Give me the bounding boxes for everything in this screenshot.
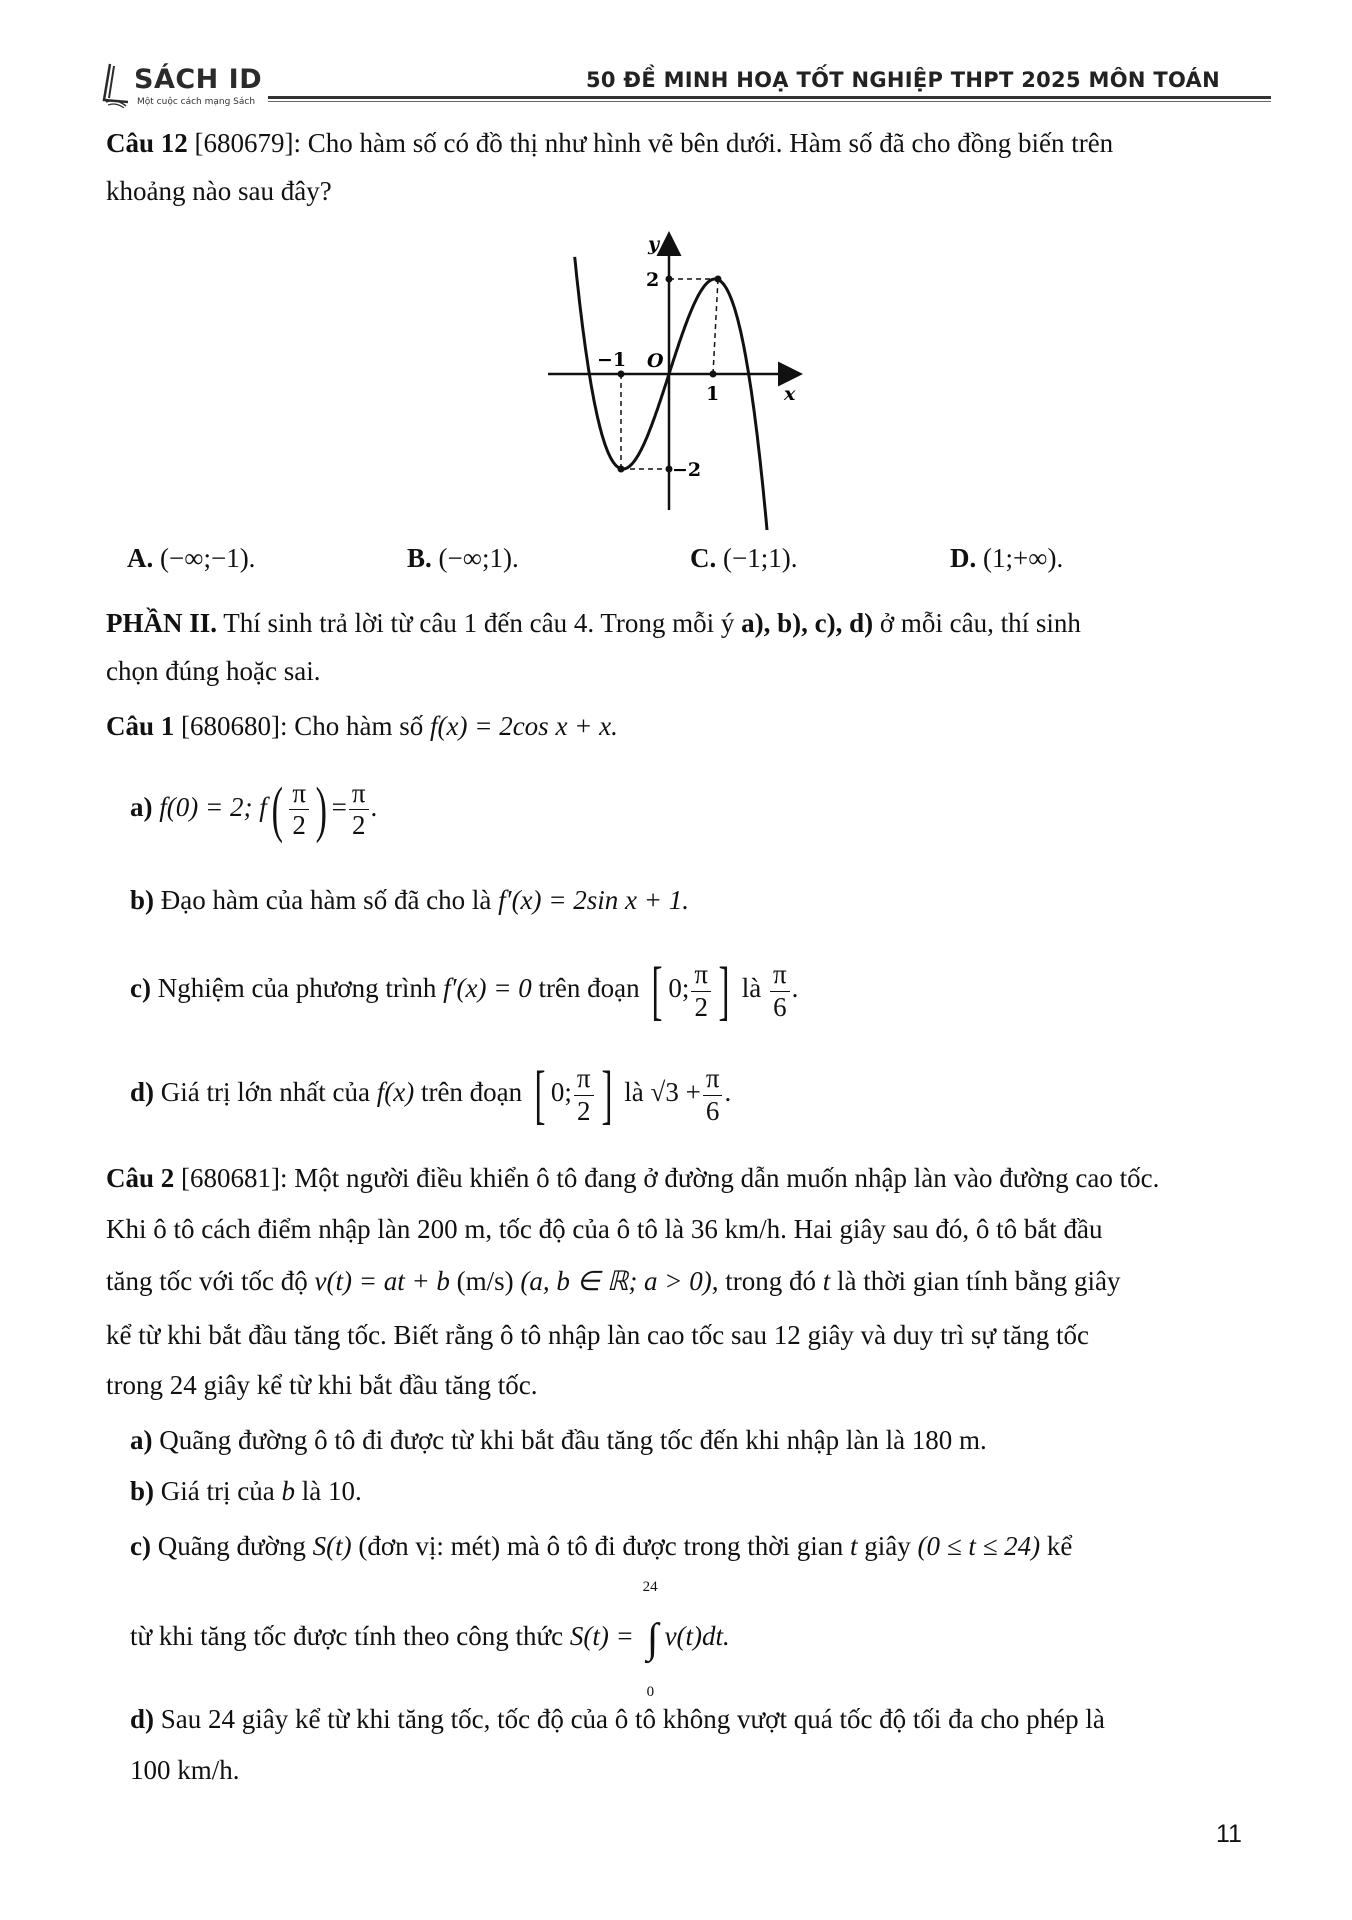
equals-sign: = (331, 791, 347, 822)
q12-code: [680679] (194, 128, 294, 158)
interval-start: 0; (668, 973, 690, 1004)
part2-text-end: ở mỗi câu, thí sinh (873, 608, 1081, 638)
q2-b-label: b) (130, 1476, 155, 1506)
q2-c-text1: Quãng đường (150, 1531, 313, 1561)
part2-items: a), b), c), d) (741, 608, 874, 638)
denominator: 2 (576, 1095, 591, 1126)
fraction-pi-over-2 (574, 1063, 594, 1126)
fraction-pi-over-6 (770, 959, 790, 1022)
guide-max-vertical (713, 279, 718, 374)
q2-line4: kể từ khi bắt đầu tăng tốc. Biết rằng ô tô nhập làn cao tốc sau 12 giây và duy trì sự tăng tốc (106, 1320, 1090, 1350)
q1-c-formula: f′(x) = 0 (443, 973, 532, 1004)
q2-c-label: c) (130, 1531, 151, 1561)
q2-b-text1: Giá trị của (154, 1476, 282, 1506)
denominator: 2 (292, 810, 306, 841)
q12-line1 (106, 130, 1113, 157)
q1-c-text: Nghiệm của phương trình (150, 973, 444, 1004)
q12-text: : Cho hàm số có đồ thị như hình vẽ bên dưới. Hàm số đã cho đồng biến trên (293, 128, 1114, 158)
option-a-value: (−∞;−1). (160, 543, 256, 573)
y-axis-label: y (648, 233, 660, 255)
q1-c-is: là (735, 973, 769, 1004)
q1-label: Câu 1 (106, 711, 175, 741)
x-axis-label: x (784, 383, 796, 405)
condition: (a, b ∈ ℝ; a > 0), (520, 1266, 719, 1296)
q2-a-text: Quãng đường ô tô đi được từ khi bắt đầu tăng tốc đến khi nhập làn là 180 m. (152, 1425, 987, 1455)
q1-item-c[interactable] (130, 954, 799, 1027)
q1-c-on: trên đoạn (531, 973, 647, 1004)
paren-open: ( (271, 775, 283, 844)
q1-c-label: c) (130, 973, 151, 1004)
tick-x-1: 1 (706, 383, 720, 405)
fraction-pi-over-2 (691, 959, 711, 1022)
q2-text1: : Một người điều khiển ô tô đang ở đường dẫn muốn nhập làn vào đường cao tốc. (280, 1163, 1160, 1193)
q1-b-formula: f′(x) = 2sin x + 1. (498, 885, 689, 915)
function-graph (540, 220, 840, 530)
numerator: π (289, 778, 309, 810)
upper-limit: 24 (642, 1579, 658, 1595)
q2-c-text4: kể (1040, 1531, 1073, 1561)
fraction-pi-over-6 (703, 1063, 723, 1126)
sqrt3: √3 + (650, 1077, 701, 1108)
q1-intro: : Cho hàm số (280, 711, 431, 741)
var-t: t (822, 1266, 831, 1296)
period: . (724, 1077, 732, 1108)
q1-item-a[interactable] (130, 775, 378, 844)
q2-b-text2: là 10. (294, 1476, 362, 1506)
q1-a-label: a) (130, 791, 153, 822)
q2-line3-a: tăng tốc với tốc độ (106, 1266, 315, 1296)
q12-label: Câu 12 (106, 128, 188, 158)
q1-d-label: d) (130, 1077, 155, 1108)
q1-item-b[interactable] (130, 887, 689, 914)
tick-x-neg1: −1 (597, 349, 627, 371)
q1-b-text: Đạo hàm của hàm số đã cho là (154, 885, 499, 915)
numerator: π (770, 959, 790, 991)
paren-close: ) (315, 775, 328, 844)
q2-label: Câu 2 (106, 1163, 175, 1193)
logo-tagline: Một cuộc cách mạng Sách (137, 97, 256, 107)
q1-code: [680680] (181, 711, 280, 741)
integrand: v(t)dt. (664, 1621, 730, 1652)
S-of-t: S(t) (312, 1531, 352, 1561)
integral-sign: ∫ (646, 1616, 659, 1662)
q1-item-d[interactable] (130, 1058, 732, 1131)
q2-item-d[interactable] (130, 1706, 1105, 1733)
option-d[interactable] (950, 545, 1063, 572)
numerator: π (691, 959, 711, 991)
option-a[interactable] (127, 545, 255, 572)
q2-code: [680681] (181, 1163, 280, 1193)
header-divider-thin (268, 101, 1271, 102)
q1-formula: f(x) = 2cos x + x. (430, 711, 618, 741)
option-d-letter: D. (950, 543, 977, 573)
q2-line5: trong 24 giây kể từ khi bắt đầu tăng tốc. (106, 1370, 538, 1400)
q1-d-is: là (617, 1077, 651, 1108)
q2-line2: Khi ô tô cách điểm nhập làn 200 m, tốc độ của ô tô là 36 km/h. Hai giây sau đó, ô tô bắt đầu (106, 1214, 1103, 1244)
part2-line1 (106, 610, 1081, 637)
publisher-logo (100, 60, 270, 110)
lower-limit: 0 (646, 1684, 655, 1700)
header-divider (268, 96, 1271, 99)
q1-stem (106, 713, 618, 740)
q2-a-label: a) (130, 1425, 153, 1455)
numerator: π (574, 1063, 594, 1095)
origin-label: O (647, 350, 664, 372)
q2-c-text2: (đơn vị: mét) mà ô tô đi được trong thời gian (351, 1531, 851, 1561)
bracket-open: [ (534, 1058, 546, 1131)
denominator: 2 (694, 991, 708, 1022)
q1-a-f0: f(0) = 2; f (159, 791, 267, 822)
logo-wordmark: SÁCH ID (134, 64, 263, 95)
denominator: 2 (351, 810, 366, 841)
var-t: t (850, 1531, 858, 1561)
integral (641, 1579, 665, 1700)
tick-y-neg2: −2 (672, 459, 702, 481)
part2-text: Thí sinh trả lời từ câu 1 đến câu 4. Trong mỗi ý (217, 608, 742, 638)
fraction-pi-over-2-result (349, 778, 369, 841)
option-c-letter: C. (690, 543, 717, 573)
q2-line1 (106, 1165, 1159, 1192)
q1-d-on: trên đoạn (414, 1077, 529, 1108)
S-of-t-lhs: S(t) = (569, 1621, 634, 1652)
part2-line2: chọn đúng hoặc sai. (106, 656, 321, 686)
q1-b-label: b) (130, 885, 155, 915)
q2-line3 (106, 1268, 1121, 1295)
cubic-curve (575, 257, 768, 530)
option-c[interactable] (690, 545, 797, 572)
denominator: 6 (773, 991, 787, 1022)
point-x-neg1 (618, 371, 625, 378)
bracket-open: [ (651, 954, 663, 1027)
point-y-2 (666, 276, 673, 283)
part2-title: PHẦN II. (106, 608, 218, 638)
q2-c-text3: giây (857, 1531, 918, 1561)
q1-d-formula: f(x) (376, 1077, 415, 1108)
q1-d-text: Giá trị lớn nhất của (154, 1077, 377, 1108)
q2-item-d-line2: 100 km/h. (130, 1755, 240, 1785)
option-b-letter: B. (407, 543, 432, 573)
period: . (370, 791, 378, 822)
q2-line3-c: là thời gian tính bằng giây (830, 1266, 1121, 1296)
q2-item-c-line2 (130, 1579, 730, 1700)
bracket-close: ] (601, 1058, 613, 1131)
option-a-letter: A. (127, 543, 154, 573)
point-local-max (715, 276, 722, 283)
option-b-value: (−∞;1). (438, 543, 519, 573)
var-b: b (281, 1476, 295, 1506)
q2-item-a[interactable] (130, 1427, 987, 1454)
bracket-close: ] (718, 954, 730, 1027)
option-b[interactable] (407, 545, 519, 572)
velocity-formula: v(t) = at + b (314, 1266, 450, 1296)
document-header-title: 50 ĐỀ MINH HOẠ TỐT NGHIỆP THPT 2025 MÔN TOÁN (586, 68, 1220, 92)
point-x-1 (710, 371, 717, 378)
point-local-min (618, 466, 625, 473)
q12-line2: khoảng nào sau đây? (106, 176, 332, 206)
unit: (m/s) (449, 1266, 521, 1296)
tick-y-2: 2 (646, 269, 660, 291)
q2-item-b[interactable] (130, 1478, 362, 1505)
book-icon (100, 62, 130, 108)
period: . (791, 973, 799, 1004)
q2-item-c[interactable] (130, 1533, 1072, 1560)
interval-start: 0; (550, 1077, 572, 1108)
page-number: 11 (1216, 1820, 1242, 1848)
q2-line3-b: trong đó (718, 1266, 823, 1296)
fraction-pi-over-2 (289, 778, 309, 841)
numerator: π (349, 778, 369, 810)
denominator: 6 (705, 1095, 720, 1126)
q2-c-line2-text: từ khi tăng tốc được tính theo công thức (130, 1621, 570, 1652)
t-range: (0 ≤ t ≤ 24) (917, 1531, 1041, 1561)
q2-d-label: d) (130, 1704, 155, 1734)
q2-d-text: Sau 24 giây kể từ khi tăng tốc, tốc độ của ô tô không vượt quá tốc độ tối đa cho phép là (154, 1704, 1105, 1734)
option-d-value: (1;+∞). (983, 543, 1064, 573)
option-c-value: (−1;1). (723, 543, 798, 573)
numerator: π (703, 1063, 723, 1095)
